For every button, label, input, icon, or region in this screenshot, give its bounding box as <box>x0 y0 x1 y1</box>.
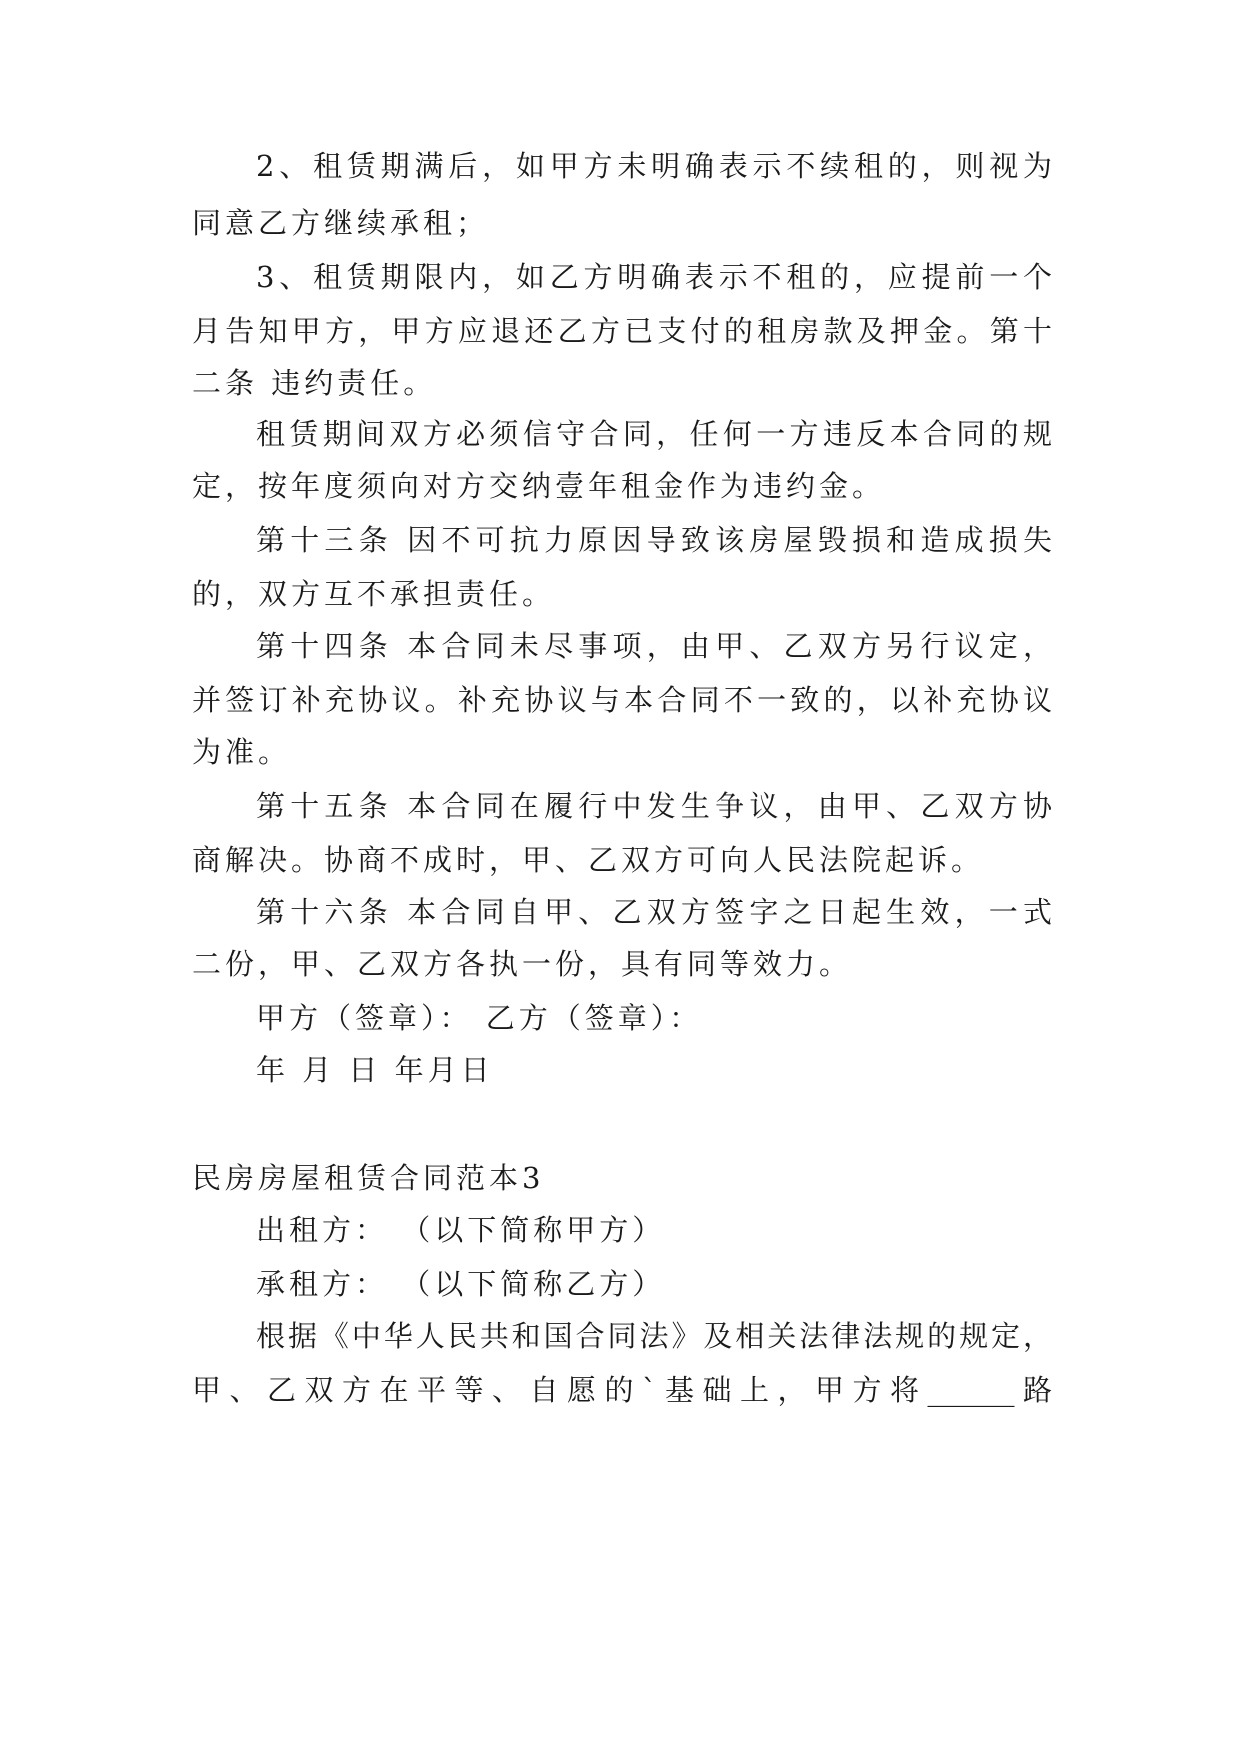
paragraph-line: 第十五条 本合同在履行中发生争议，由甲、乙双方协 <box>256 789 1052 823</box>
paragraph-line: 3、租赁期限内，如乙方明确表示不租的，应提前一个 <box>256 260 1052 294</box>
paragraph-line: 第十四条 本合同未尽事项，由甲、乙双方另行议定， <box>256 629 1052 663</box>
paragraph-line: 第十六条 本合同自甲、乙双方签字之日起生效，一式 <box>256 895 1052 929</box>
paragraph-line: 月告知甲方，甲方应退还乙方已支付的租房款及押金。第十 <box>192 314 1052 348</box>
paragraph-line: 2、租赁期满后，如甲方未明确表示不续租的，则视为 <box>256 149 1052 183</box>
lessor-line: 出租方： （以下简称甲方） <box>256 1213 666 1247</box>
date-line: 年 月 日 年月日 <box>256 1053 494 1087</box>
paragraph-line: 商解决。协商不成时，甲、乙双方可向人民法院起诉。 <box>192 843 985 877</box>
lessee-line: 承租方： （以下简称乙方） <box>256 1267 666 1301</box>
paragraph-line: 同意乙方继续承租； <box>192 206 490 240</box>
section-title: 民房房屋租赁合同范本3 <box>192 1161 545 1195</box>
paragraph-line: 的，双方互不承担责任。 <box>192 577 556 611</box>
paragraph-line: 根据《中华人民共和国合同法》及相关法律法规的规定， <box>256 1319 1052 1353</box>
paragraph-line: 甲、乙双方在平等、自愿的`基础上，甲方将______路 <box>192 1373 1052 1407</box>
paragraph-line: 租赁期间双方必须信守合同，任何一方违反本合同的规 <box>256 417 1052 451</box>
paragraph-line: 第十三条 因不可抗力原因导致该房屋毁损和造成损失 <box>256 523 1052 557</box>
paragraph-line: 二条 违约责任。 <box>192 366 437 400</box>
paragraph-line: 并签订补充协议。补充协议与本合同不一致的，以补充协议 <box>192 683 1052 717</box>
paragraph-line: 二份，甲、乙双方各执一份，具有同等效力。 <box>192 947 853 981</box>
signature-line: 甲方（签章）： 乙方（签章）： <box>256 1001 703 1035</box>
paragraph-line: 定，按年度须向对方交纳壹年租金作为违约金。 <box>192 469 886 503</box>
paragraph-line: 为准。 <box>192 735 292 769</box>
